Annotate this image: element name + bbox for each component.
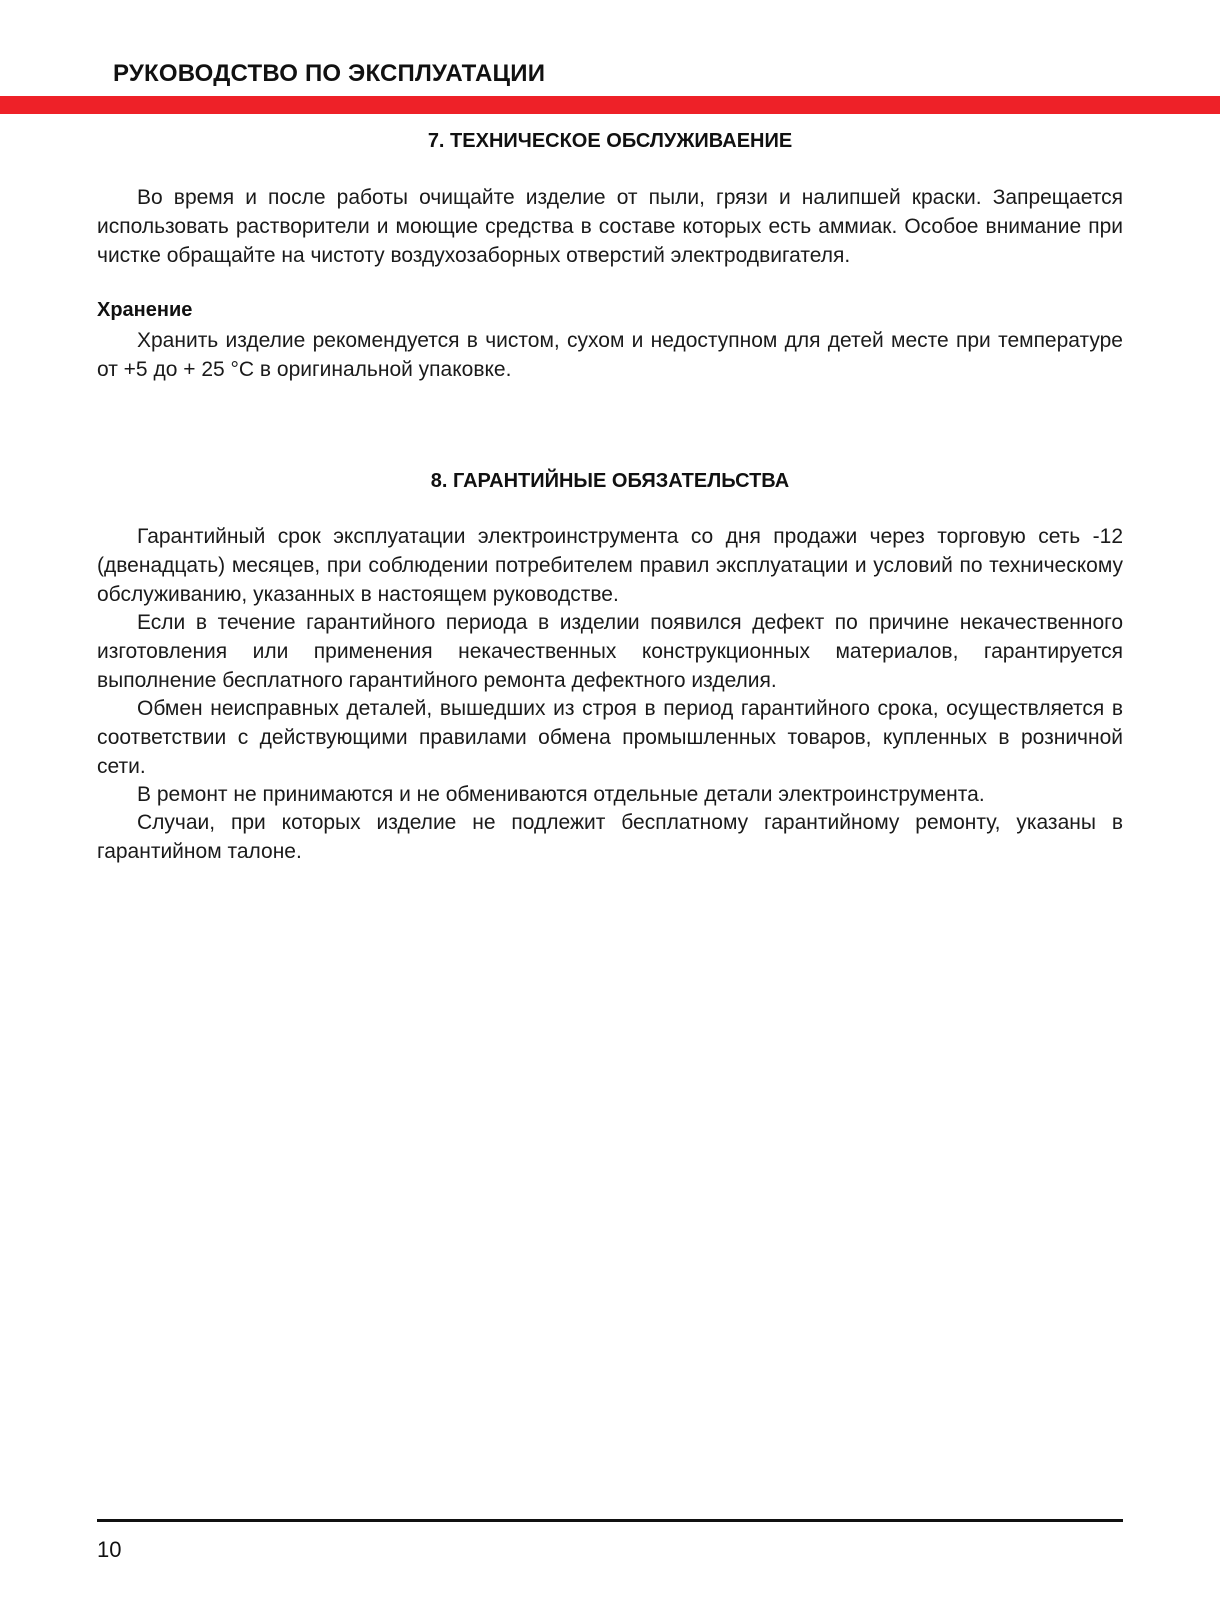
section-7-title: 7. ТЕХНИЧЕСКОЕ ОБСЛУЖИВАЕНИЕ	[427, 130, 793, 152]
section-8-paragraph-5: Случаи, при которых изделие не подлежит бесплатному гарантийному ремонту, указаны в гарантийном талоне.	[97, 811, 1123, 863]
document-header-title: РУКОВОДСТВО ПО ЭКСПЛУАТАЦИИ	[113, 60, 546, 87]
section-8-title: 8. ГАРАНТИЙНЫЕ ОБЯЗАТЕЛЬСТВА	[430, 470, 790, 492]
section-8-paragraph-3: Обмен неисправных деталей, вышедших из строя в период гарантийного срока, осуществляется в соответствии с действующими правилами обмена промышленных товаров, купленных в розничной сети.	[97, 697, 1123, 778]
section-8-paragraph-2: Если в течение гарантийного периода в изделии появился дефект по причине некачественного изготовления или применения некачественных конструкционных материалов, гарантируется выполнение бесплатного гарантийного ремонта дефектного изделия.	[97, 611, 1123, 692]
page-number: 10	[97, 1537, 122, 1562]
storage-heading: Хранение	[97, 299, 193, 321]
storage-paragraph: Хранить изделие рекомендуется в чистом, сухом и недоступном для детей месте при температуре от +5 до + 25 °С в оригинальной упаковке.	[97, 329, 1123, 381]
section-8-paragraph-1: Гарантийный срок эксплуатации электроинструмента со дня продажи через торговую сеть -12 (двенадцать) месяцев, при соблюдении потребителем правил эксплуатации и условий по техническому обслуживанию, указанных в настоящем руководстве.	[97, 525, 1123, 606]
section-8-paragraph-4: В ремонт не принимаются и не обмениваются отдельные детали электроинструмента.	[137, 783, 985, 806]
header-red-bar	[0, 96, 1220, 114]
footer-divider	[97, 1519, 1123, 1522]
section-7-paragraph: Во время и после работы очищайте изделие от пыли, грязи и налипшей краски. Запрещается использовать растворители и моющие средства в составе которых есть аммиак. Особое внимание при чистке обращайте на чистоту воздухозаборных отверстий электродвигателя.	[97, 186, 1123, 267]
